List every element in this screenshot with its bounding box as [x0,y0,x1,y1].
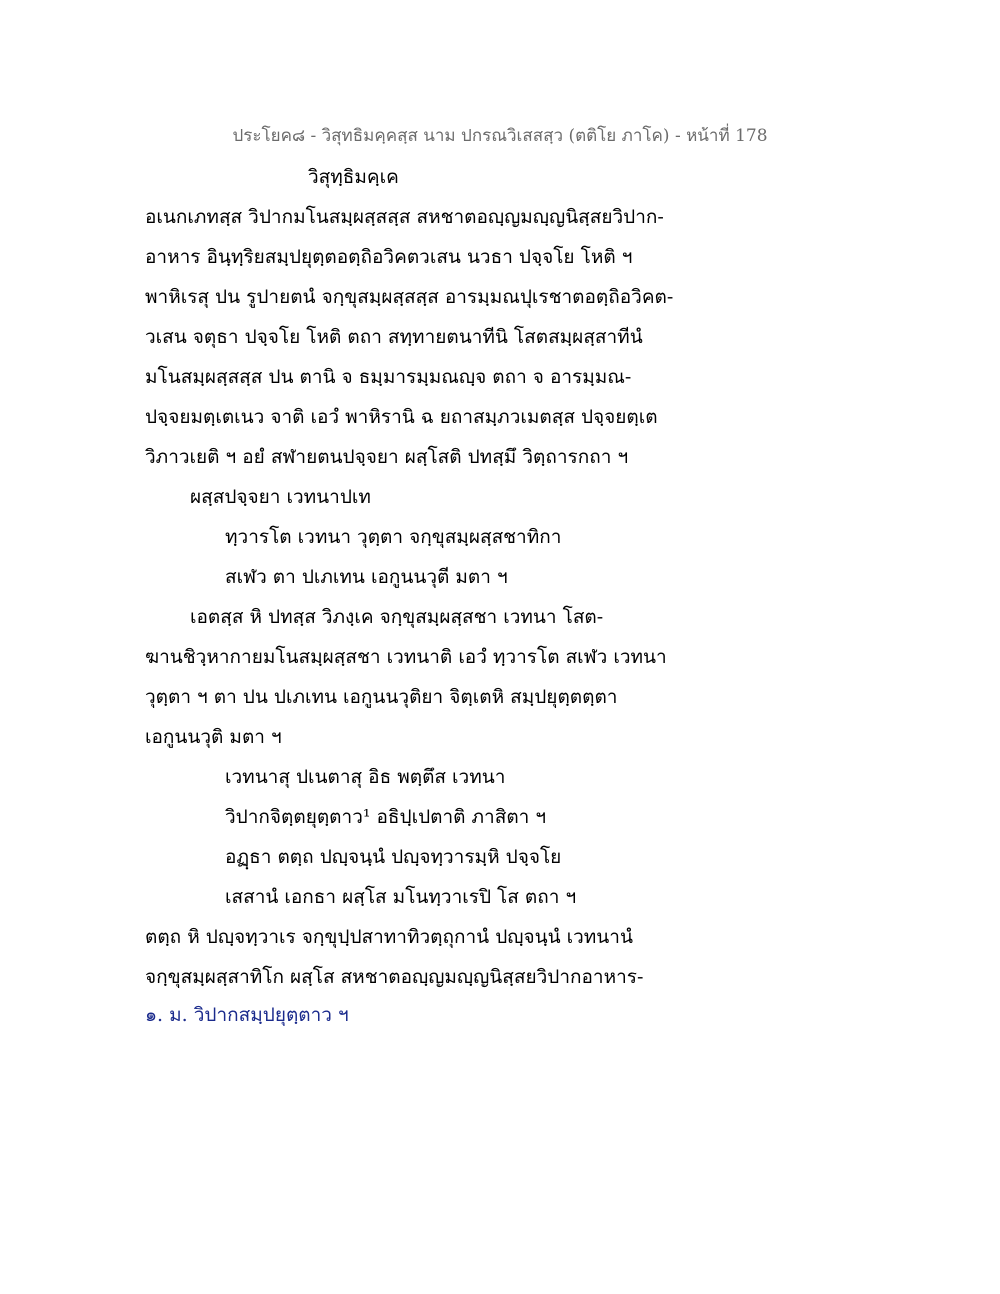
body-line: อาหาร อินฺทฺริยสมฺปยุตฺตอตฺถิอวิคตวเสน นวธา ปจฺจโย โหติ ฯ [145,246,633,268]
body-line: จกฺขุสมฺผสฺสาทิโก ผสฺโส สหชาตอญฺญมญฺญนิสฺสยวิปากอาหาร- [145,966,644,988]
body-line: วเสน จตุธา ปจฺจโย โหติ ตถา สทฺทายตนาทีนิ โสตสมฺผสฺสาทีนํ [145,326,643,348]
body-line: พาหิเรสุ ปน รูปายตนํ จกฺขุสมฺผสฺสสฺส อารมฺมณปุเรชาตอตฺถิอวิคต- [145,286,674,308]
body-line: อเนกเภทสฺส วิปากมโนสมฺผสฺสสฺส สหชาตอญฺญมญฺญนิสฺสยวิปาก- [145,206,664,228]
body-line: วุตฺตา ฯ ตา ปน ปเภเทน เอกูนนวุติยา จิตฺเตหิ สมฺปยุตฺตตฺตา [145,686,618,708]
section-heading: ผสฺสปจฺจยา เวทนาปเท [190,486,371,508]
body-line: เอตสฺส หิ ปทสฺส วิภงฺเค จกฺขุสมฺผสฺสชา เวทนา โสต- [190,606,604,628]
verse-line: เสสานํ เอกธา ผสฺโส มโนทฺวาเรปิ โส ตถา ฯ [225,886,577,908]
body-line: วิภาวเยติ ฯ อยํ สฬายตนปจฺจยา ผสฺโสติ ปทสฺมึ วิตฺถารกถา ฯ [145,446,629,468]
verse-line: เวทนาสุ ปเนตาสุ อิธ พตฺตึส เวทนา [225,766,506,788]
body-line: เอกูนนวุติ มตา ฯ [145,726,282,748]
body-line: ปจฺจยมตฺเตเนว จาติ เอวํ พาหิรานิ ฉ ยถาสมฺภวเมตสฺส ปจฺจยตฺเต [145,406,658,428]
verse-line: อฏฺธา ตตฺถ ปญฺจนฺนํ ปญฺจทฺวารมฺหิ ปจฺจโย [225,846,562,868]
body-line: ตตฺถ หิ ปญฺจทฺวาเร จกฺขุปฺปสาทาทิวตฺถุกานํ ปญฺจนฺนํ เวทนานํ [145,926,633,948]
footnote: ๑. ม. วิปากสมฺปยุตฺตาว ฯ [145,1004,349,1026]
running-header: ประโยค๘ - วิสุทธิมคฺคสฺส นาม ปกรณวิเสสสฺว (ตติโย ภาโค) - หน้าที่ 178 [232,126,768,146]
book-title: วิสุทฺธิมคฺเค [308,166,399,188]
verse-line: สเฬว ตา ปเภเทน เอกูนนวุตี มตา ฯ [225,566,508,588]
body-line: มโนสมฺผสฺสสฺส ปน ตานิ จ ธมฺมารมฺมณญฺจ ตถา จ อารมฺมณ- [145,366,632,388]
verse-line: วิปากจิตฺตยุตฺตาว¹ อธิปฺเปตาติ ภาสิตา ฯ [225,806,547,828]
body-line: ฆานชิวฺหากายมโนสมฺผสฺสชา เวทนาติ เอวํ ทฺวารโต สเฬว เวทนา [145,646,667,668]
verse-line: ทฺวารโต เวทนา วุตฺตา จกฺขุสมฺผสฺสชาทิกา [225,526,562,548]
